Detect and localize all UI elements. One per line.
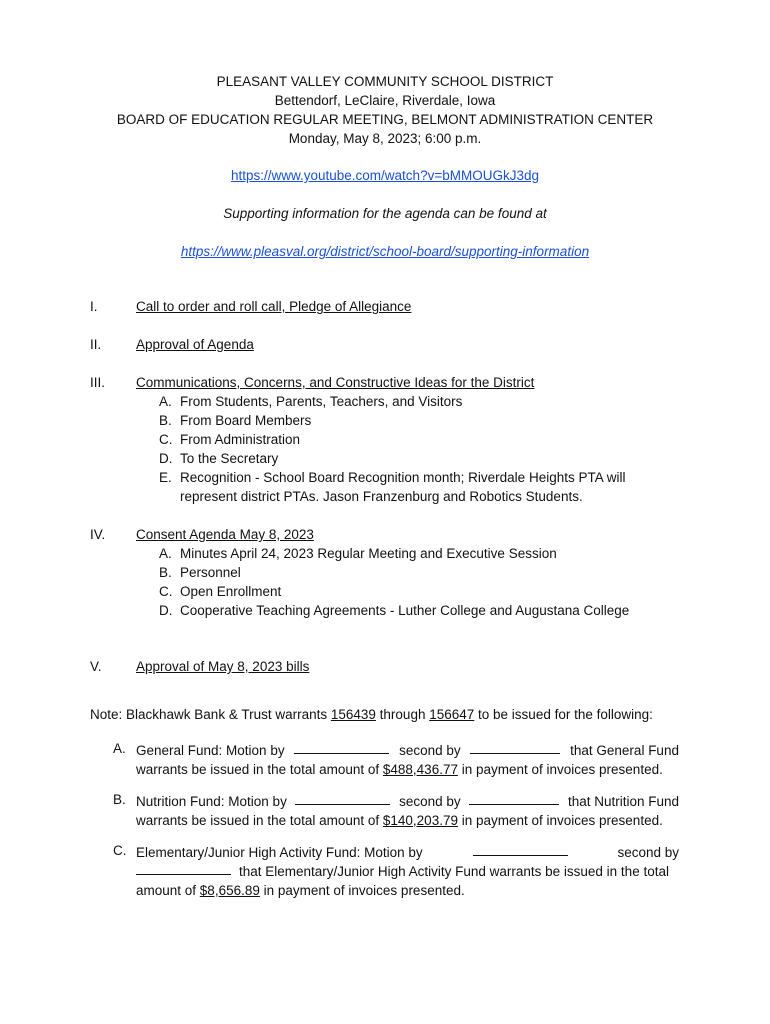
agenda-title: Approval of May 8, 2023 bills <box>136 659 310 674</box>
district-name: PLEASANT VALLEY COMMUNITY SCHOOL DISTRICT <box>216 74 554 89</box>
meeting-datetime: Monday, May 8, 2023; 6:00 p.m. <box>288 131 482 146</box>
warrants-note: Note: Blackhawk Bank & Trust warrants 156439 through 156647 to be issued for the following: <box>90 707 653 722</box>
agenda-number: II. <box>90 337 102 352</box>
agenda-number: V. <box>90 659 102 674</box>
fund-amount: $140,203.79 <box>382 813 458 828</box>
agenda-title: Consent Agenda May 8, 2023 <box>136 527 314 542</box>
district-towns: Bettendorf, LeClaire, Riverdale, Iowa <box>274 93 496 108</box>
agenda-number: IV. <box>90 527 106 542</box>
agenda-number: III. <box>90 375 106 390</box>
supporting-info-link[interactable]: https://www.pleasval.org/district/school-board/supporting-information <box>180 244 590 259</box>
fund-amount: $8,656.89 <box>199 883 260 898</box>
youtube-link[interactable]: https://www.youtube.com/watch?v=bMMOUGkJ3dg <box>230 168 539 183</box>
agenda-title: Approval of Agenda <box>136 337 254 352</box>
agenda-title: Communications, Concerns, and Constructive Ideas for the District <box>136 375 535 390</box>
agenda-title: Call to order and roll call, Pledge of Allegiance <box>136 299 412 314</box>
agenda-number: I. <box>90 299 98 314</box>
meeting-title: BOARD OF EDUCATION REGULAR MEETING, BELMONT ADMINISTRATION CENTER <box>116 112 654 127</box>
supporting-info-text: Supporting information for the agenda can be found at <box>223 206 547 221</box>
fund-amount: $488,436.77 <box>382 762 458 777</box>
